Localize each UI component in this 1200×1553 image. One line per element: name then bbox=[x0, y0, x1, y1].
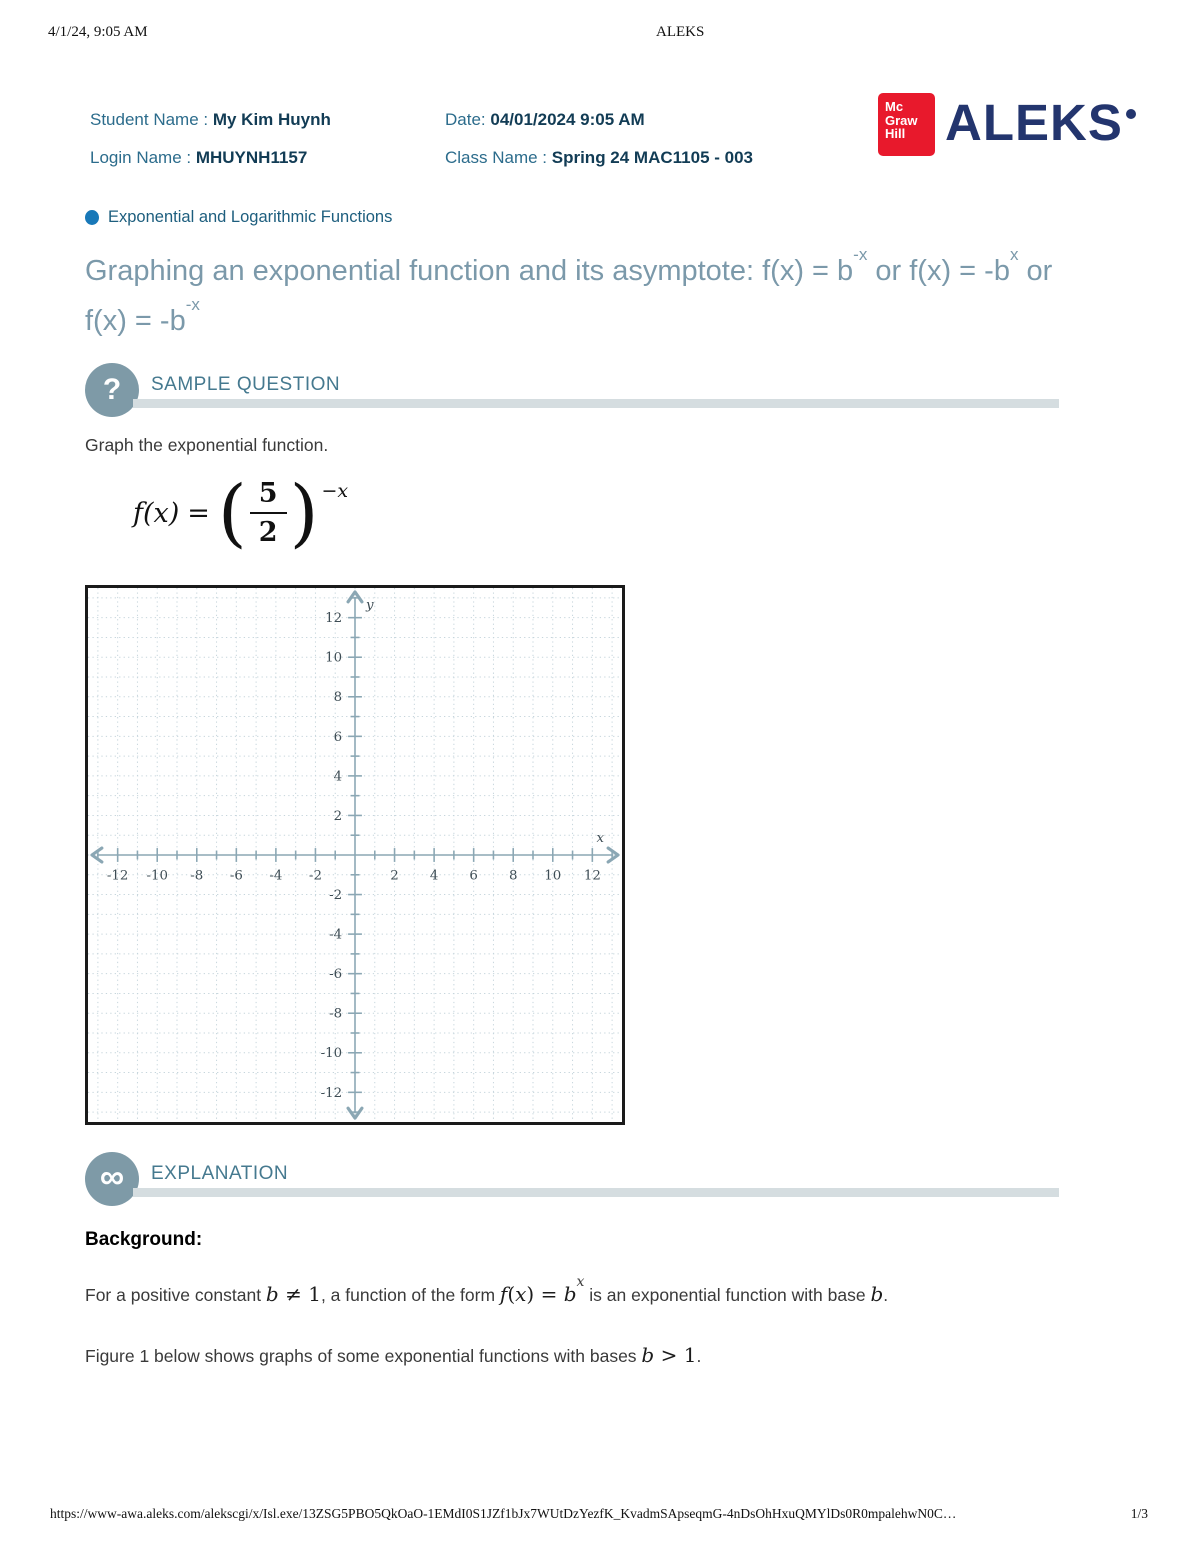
mcgraw-line-1: Mc bbox=[885, 99, 904, 114]
date-label: Date: bbox=[445, 110, 491, 129]
infinity-icon: ∞ bbox=[85, 1152, 139, 1206]
svg-text:-2: -2 bbox=[308, 868, 322, 884]
section-divider-bar bbox=[133, 399, 1059, 408]
left-paren: ( bbox=[217, 469, 247, 556]
student-name-row bbox=[90, 110, 331, 130]
svg-text:-12: -12 bbox=[320, 1085, 343, 1101]
svg-text:y: y bbox=[366, 597, 374, 613]
class-name-label: Class Name : bbox=[445, 148, 552, 167]
equals-sign: = bbox=[187, 497, 210, 529]
svg-text:2: 2 bbox=[390, 868, 399, 884]
svg-text:-10: -10 bbox=[320, 1046, 343, 1062]
title-form-2: f(x) = -b bbox=[909, 255, 1010, 287]
page-number: 1/3 bbox=[1130, 1506, 1148, 1521]
sample-question-heading: SAMPLE QUESTION bbox=[151, 374, 341, 395]
title-form-1: f(x) = b bbox=[762, 255, 854, 287]
explanation-heading: EXPLANATION bbox=[151, 1163, 289, 1184]
aleks-wordmark: ALEKS bbox=[945, 94, 1123, 151]
question-prompt: Graph the exponential function. bbox=[85, 435, 329, 455]
topic-label: Exponential and Logarithmic Functions bbox=[108, 208, 393, 226]
login-name-row bbox=[90, 148, 307, 168]
question-mark-icon: ? bbox=[85, 363, 139, 417]
title-form-3: f(x) = -b bbox=[85, 304, 186, 337]
svg-text:-6: -6 bbox=[329, 967, 343, 983]
svg-text:-10: -10 bbox=[146, 868, 168, 884]
svg-text:8: 8 bbox=[508, 868, 518, 884]
math-var-x: x bbox=[515, 1282, 527, 1306]
svg-text:-8: -8 bbox=[190, 868, 204, 884]
svg-text:10: 10 bbox=[325, 650, 343, 666]
svg-text:-4: -4 bbox=[329, 927, 343, 943]
math-exponent-x: x bbox=[576, 1274, 585, 1291]
mcgraw-line-2: Graw bbox=[885, 112, 918, 128]
svg-text:-4: -4 bbox=[269, 868, 283, 884]
title-form-2-exponent: x bbox=[1009, 245, 1019, 264]
background-heading: Background: bbox=[85, 1229, 203, 1250]
fraction-numerator: 5 bbox=[250, 478, 287, 514]
svg-text:-2: -2 bbox=[329, 888, 343, 904]
print-site-title: ALEKS bbox=[656, 24, 705, 40]
math-fname: f bbox=[499, 1282, 508, 1306]
topic-bullet-icon bbox=[85, 210, 99, 225]
title-or-2: or bbox=[1018, 255, 1053, 287]
svg-text:10: 10 bbox=[544, 868, 562, 884]
math-var-b: b bbox=[870, 1282, 884, 1306]
title-text: Graphing an exponential function and its asymptote: bbox=[85, 255, 763, 287]
page-title bbox=[85, 247, 1145, 347]
explanation-paragraph-1: For a positive constant b ≠ 1, a function of the form $f(x) = b^x$ is an exponential function with base b. bbox=[85, 1274, 889, 1306]
page-footer bbox=[50, 1506, 1148, 1522]
svg-text:4: 4 bbox=[429, 868, 439, 884]
math-var-b: b bbox=[265, 1282, 279, 1306]
formula-argument: (x) bbox=[143, 497, 180, 529]
date-row bbox=[445, 110, 645, 130]
print-header bbox=[48, 24, 1152, 41]
svg-text:-8: -8 bbox=[329, 1006, 343, 1022]
explanation-section bbox=[85, 1152, 1059, 1212]
title-form-1-exponent: -x bbox=[853, 245, 868, 264]
login-name-value: MHUYNH1157 bbox=[195, 148, 308, 167]
login-name-label: Login Name : bbox=[90, 148, 196, 167]
mcgraw-line-3: Hill bbox=[885, 126, 906, 142]
math-base-b: b bbox=[563, 1282, 577, 1306]
function-formula bbox=[133, 469, 349, 556]
math-var-b: b bbox=[641, 1343, 655, 1367]
svg-text:12: 12 bbox=[583, 868, 601, 884]
svg-text:-6: -6 bbox=[229, 868, 243, 884]
svg-text:x: x bbox=[596, 831, 605, 847]
sample-question-section bbox=[85, 363, 1059, 423]
title-form-3-exponent: -x bbox=[185, 294, 200, 314]
explanation-paragraph-2: Figure 1 below shows graphs of some exponential functions with bases b > 1. bbox=[85, 1343, 702, 1367]
svg-text:8: 8 bbox=[333, 690, 343, 706]
footer-url: https://www-awa.aleks.com/alekscgi/x/Isl.exe/13ZSG5PBO5QkOaO-1EMdI0S1JZf1bJx7WUtDzYezfK_KvadmSApseqmG-4nDsOhHxuQMYlDs0R0mpalehwN0C… bbox=[50, 1506, 957, 1521]
registered-mark-dot-icon bbox=[1126, 109, 1136, 119]
student-name-label: Student Name : bbox=[90, 110, 213, 129]
svg-text:2: 2 bbox=[333, 808, 343, 824]
svg-text:-12: -12 bbox=[106, 868, 129, 884]
topic-header bbox=[85, 208, 392, 227]
svg-text:6: 6 bbox=[333, 729, 343, 745]
class-name-value: Spring 24 MAC1105 - 003 bbox=[551, 148, 754, 167]
right-paren: ) bbox=[289, 469, 319, 556]
class-name-row bbox=[445, 148, 753, 168]
aleks-logo bbox=[878, 93, 1136, 156]
fraction-denominator: 2 bbox=[258, 517, 278, 549]
title-or-1: or bbox=[867, 255, 910, 287]
print-datetime: 4/1/24, 9:05 AM bbox=[48, 24, 148, 40]
graph-panel bbox=[85, 585, 625, 1125]
svg-text:12: 12 bbox=[325, 611, 343, 627]
mcgraw-hill-badge-icon bbox=[878, 93, 935, 156]
svg-text:6: 6 bbox=[469, 868, 478, 884]
date-value: 04/01/2024 9:05 AM bbox=[490, 110, 645, 129]
formula-fname: f(x) bbox=[133, 497, 180, 529]
section-divider-bar bbox=[133, 1188, 1059, 1197]
student-name-value: My Kim Huynh bbox=[212, 110, 331, 129]
fraction bbox=[250, 478, 287, 548]
svg-text:4: 4 bbox=[333, 769, 343, 785]
coordinate-grid-svg bbox=[88, 588, 622, 1122]
formula-exponent: −x bbox=[321, 480, 349, 502]
